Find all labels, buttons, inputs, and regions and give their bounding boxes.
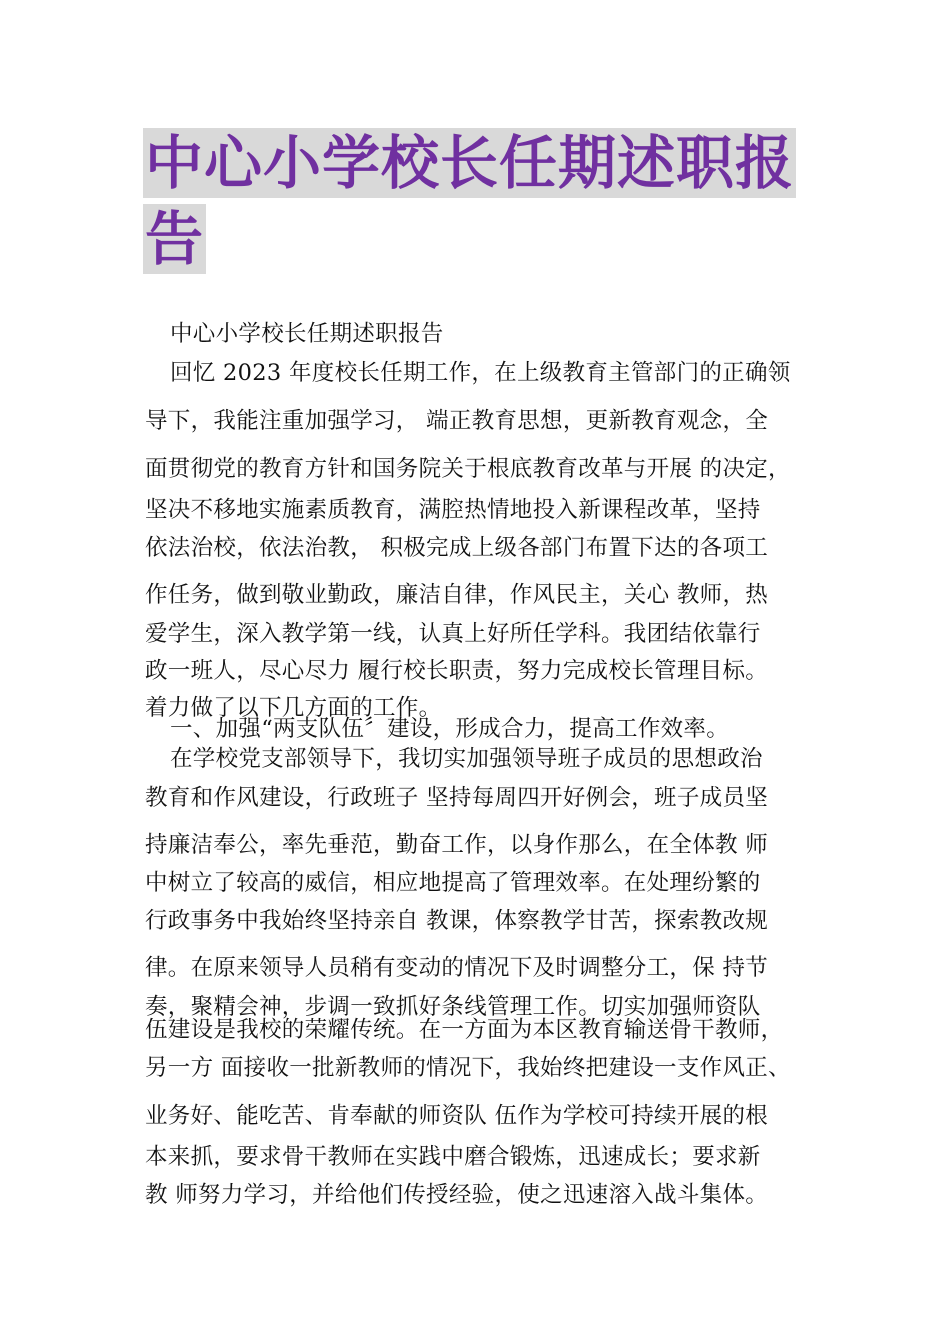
body-line: 奏，聚精会神，步调一致抓好条线管理工作。切实加强师资队 [145, 994, 761, 1020]
body-line: 另一方 面接收一批新教师的情况下，我始终把建设一支作风正、 [145, 1055, 791, 1081]
body-line: 政一班人，尽心尽力 履行校长职责，努力完成校长管理目标。 [145, 658, 769, 684]
body-line: 行政事务中我始终坚持亲自 教课，体察教学甘苦，探索教改规 [145, 908, 769, 934]
body-line: 本来抓，要求骨干教师在实践中磨合锻炼，迅速成长；要求新 [145, 1144, 761, 1170]
body-line: 作任务，做到敬业勤政，廉洁自律，作风民主，关心 教师，热 [145, 582, 769, 608]
title-line-2: 告 [145, 205, 205, 273]
body-line: 中树立了较高的威信，相应地提高了管理效率。在处理纷繁的 [145, 870, 761, 896]
body-line: 爱学生，深入教学第一线，认真上好所任学科。我团结依靠行 [145, 621, 761, 647]
body-line: 着力做了以下几方面的工作。 [145, 695, 442, 721]
title-line-1: 中心小学校长任期述职报 [145, 129, 795, 197]
body-line: 律。在原来领导人员稍有变动的情况下及时调整分工，保 持节 [145, 955, 769, 981]
body-line: 面贯彻党的教育方针和国务院关于根底教育改革与开展 的决定， [145, 456, 791, 482]
body-line: 持廉洁奉公，率先垂范，勤奋工作，以身作那么，在全体教 师 [145, 832, 769, 858]
body-line: 教育和作风建设，行政班子 坚持每周四开好例会，班子成员坚 [145, 785, 769, 811]
section-heading: 一、加强“两支队伍〞建设，形成合力，提高工作效率。 [170, 716, 730, 742]
body-line: 教 师努力学习，并给他们传授经验，使之迅速溶入战斗集体。 [145, 1182, 769, 1208]
body-line: 中心小学校长任期述职报告 [170, 321, 444, 347]
body-line: 坚决不移地实施素质教育，满腔热情地投入新课程改革，坚持 [145, 497, 761, 523]
body-line: 依法治校，依法治教， 积极完成上级各部门布置下达的各项工 [145, 535, 769, 561]
body-line: 伍建设是我校的荣耀传统。在一方面为本区教育输送骨干教师， [145, 1017, 784, 1043]
body-line: 回忆 2023 年度校长任期工作，在上级教育主管部门的正确领 [170, 360, 791, 386]
document-title [143, 128, 813, 274]
body-line: 业务好、能吃苦、肯奉献的师资队 伍作为学校可持续开展的根 [145, 1103, 769, 1129]
body-line: 在学校党支部领导下，我切实加强领导班子成员的思想政治 [170, 746, 763, 772]
body-line: 导下，我能注重加强学习， 端正教育思想，更新教育观念，全 [145, 408, 769, 434]
